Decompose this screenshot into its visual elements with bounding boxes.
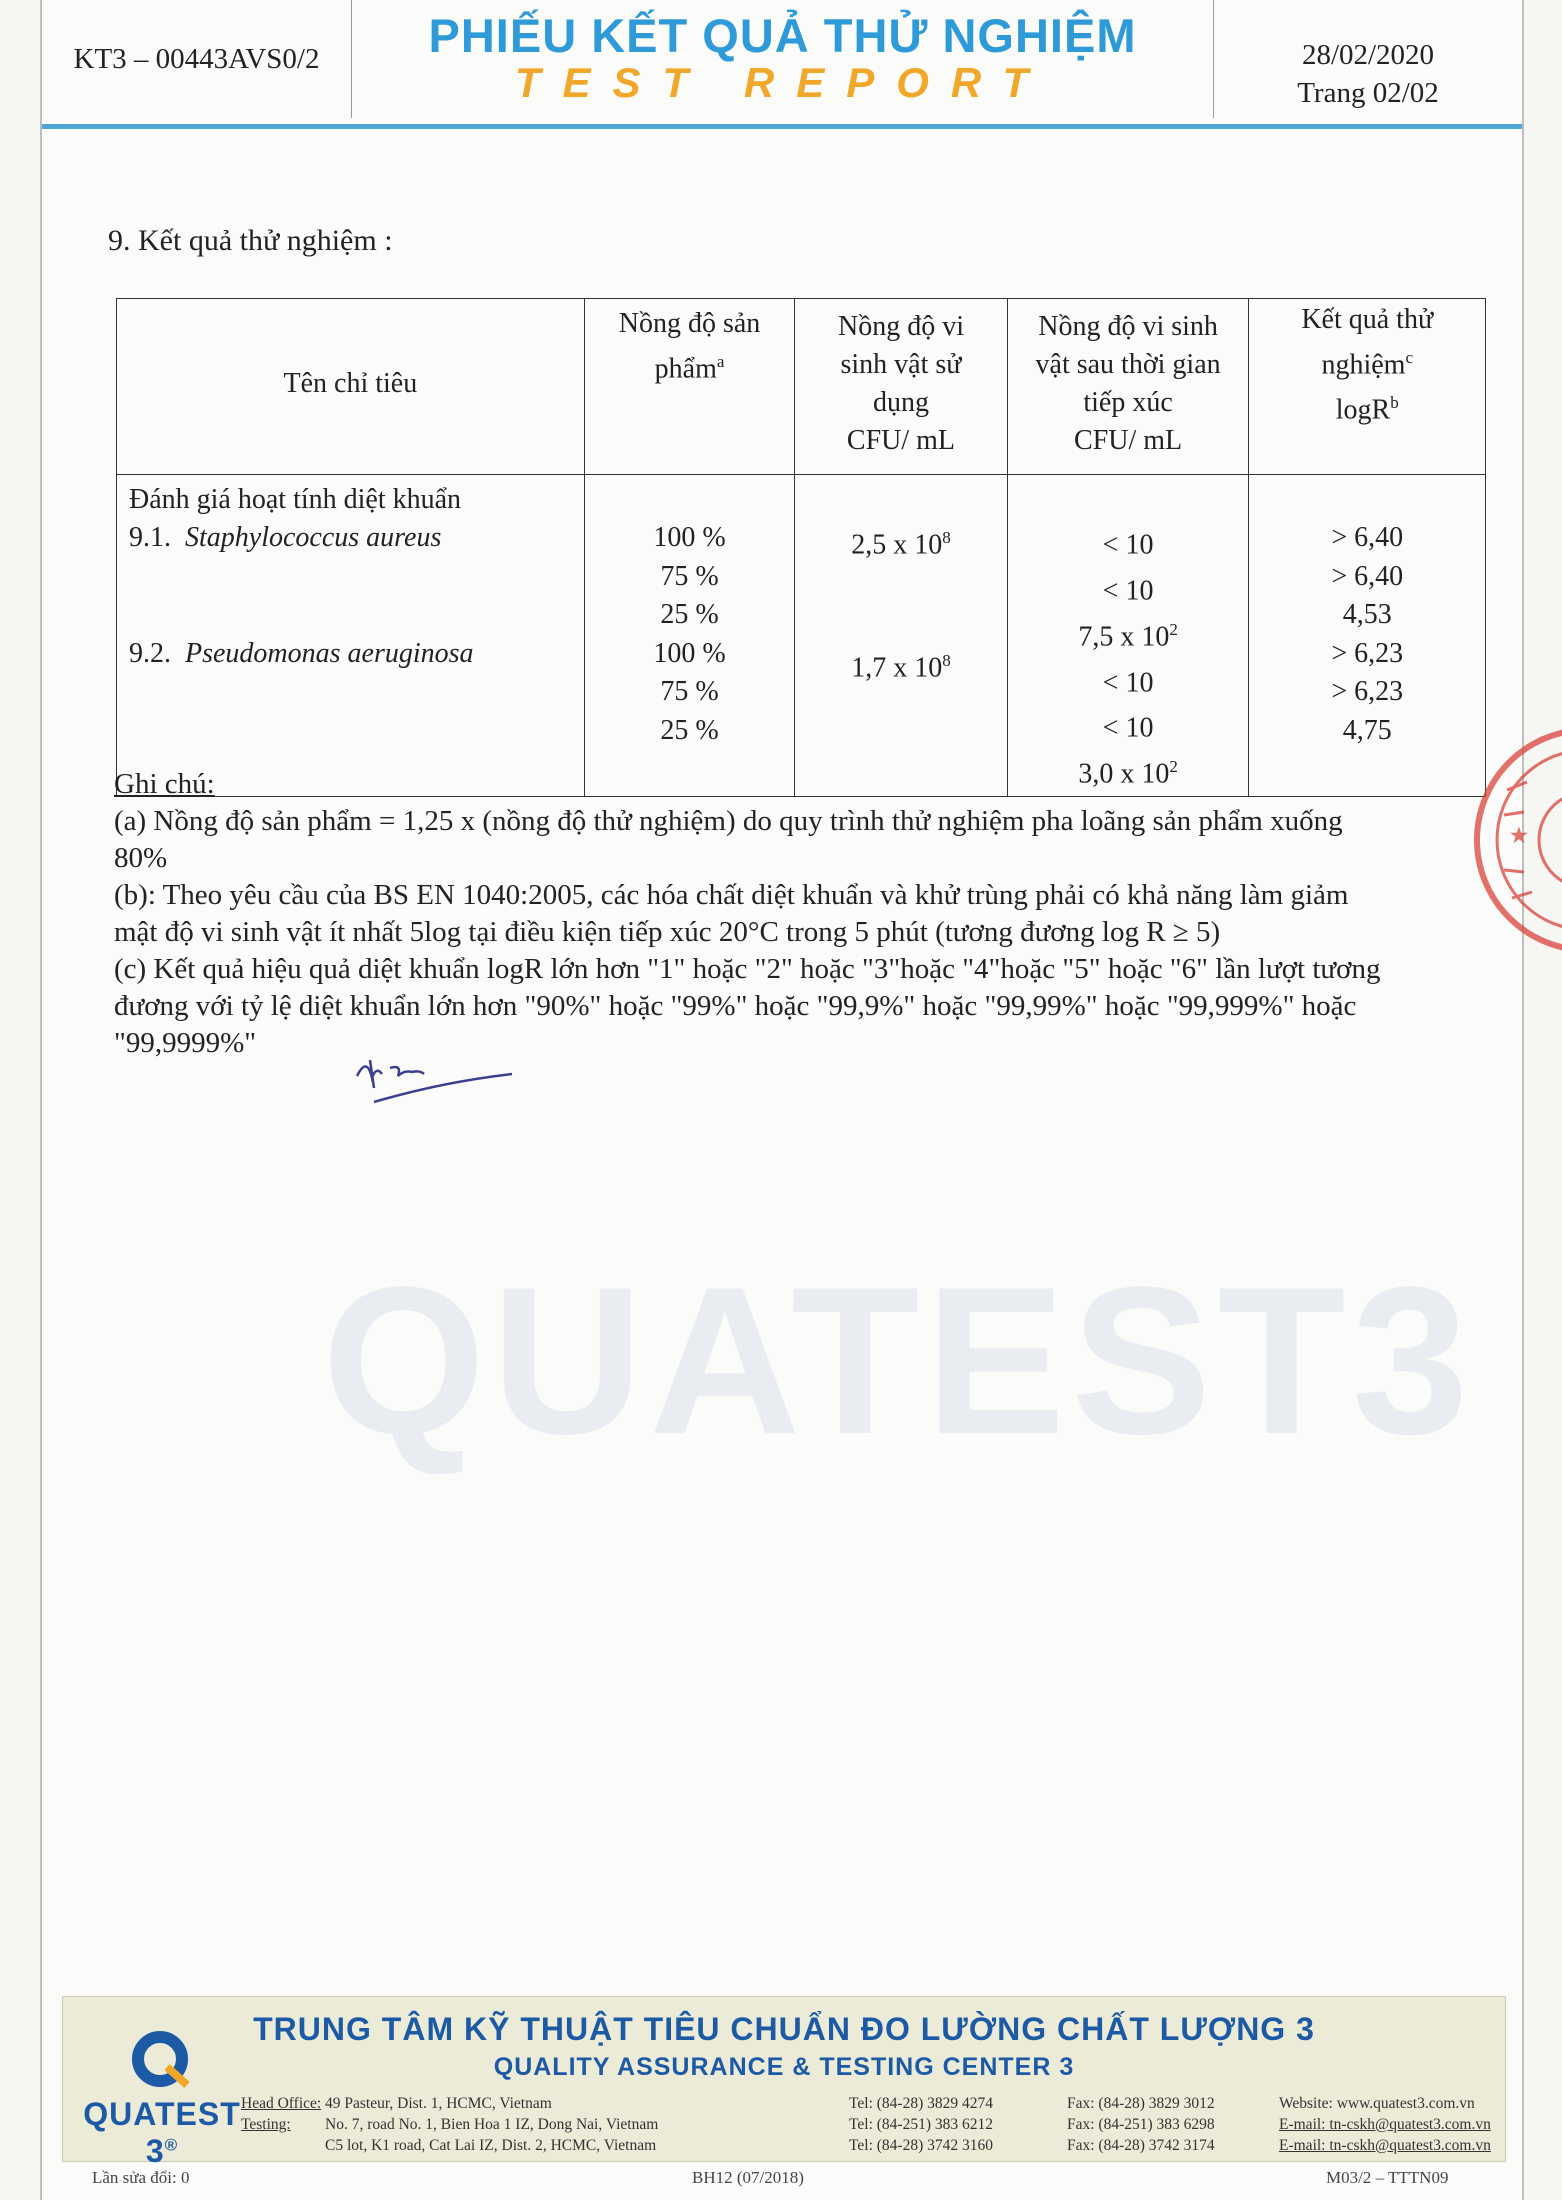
footer-banner [62, 1996, 1506, 2169]
center-name-vietnamese: TRUNG TÂM KỸ THUẬT TIÊU CHUẨN ĐO LƯỜNG CHẤT LƯỢNG 3 [253, 2011, 1315, 2047]
quatest-logo: QUATEST 3® [77, 2029, 247, 2170]
header-indicator-name: Tên chỉ tiêu [117, 299, 585, 475]
report-header [42, 0, 1522, 120]
signature-initials [352, 1046, 522, 1106]
table-header-row [117, 299, 1486, 475]
footer-address-labels: Head Office: Testing: [241, 2095, 322, 2133]
results-table [116, 298, 1486, 797]
note-b-line-2: mật độ vi sinh vật ít nhất 5log tại điều kiện tiếp xúc 20°C trong 5 phút (tương đương log R ≥ 5) [114, 916, 1221, 948]
footer-contacts [1279, 2093, 1491, 2156]
footer-phones: Tel: (84-28) 3829 4274 Tel: (84-251) 383 6212 Tel: (84-28) 3742 3160 [849, 2095, 993, 2154]
note-a-line-2: 80% [114, 842, 168, 874]
form-reference: M03/2 – TTTN09 [1326, 2168, 1449, 2187]
organism-1: 9.1. Staphylococcus aureus [129, 522, 442, 554]
test-result-cell: > 6,40 > 6,40 4,53 > 6,23 > 6,23 4,75 [1249, 474, 1486, 796]
form-code: BH12 (07/2018) [692, 2168, 804, 2187]
revision-number: Lần sửa đổi: 0 [92, 2168, 190, 2187]
document-code: KT3 – 00443AVS0/2 [42, 0, 352, 118]
footer-website: Website: www.quatest3.com.vn [1279, 2095, 1475, 2112]
page-number: Trang 02/02 [1297, 77, 1439, 109]
title-vietnamese: PHIẾU KẾT QUẢ THỬ NGHIỆM [428, 9, 1137, 62]
header-divider [42, 124, 1522, 129]
footer-email-1: E-mail: tn-cskh@quatest3.com.vn [1279, 2116, 1491, 2133]
footer-email-2: E-mail: tn-cskh@quatest3.com.vn [1279, 2137, 1491, 2154]
svg-text:★: ★ [1510, 825, 1528, 847]
center-name-english: QUALITY ASSURANCE & TESTING CENTER 3 [493, 2053, 1075, 2081]
note-c-line-2: đương với tỷ lệ diệt khuẩn lớn hơn "90%" hoặc "99%" hoặc "99,9%" hoặc "99,99%" hoặc "99,999%" hoặc [114, 990, 1357, 1022]
title-english: TEST REPORT [514, 59, 1051, 106]
header-test-result: Kết quả thử nghiệm$^c$ logR$^b$ [1249, 299, 1486, 475]
notes-section [114, 766, 1562, 1062]
organism-2: 9.2. Pseudomonas aeruginosa [129, 637, 474, 669]
footer-faxes: Fax: (84-28) 3829 3012 Fax: (84-251) 383 6298 Fax: (84-28) 3742 3174 [1067, 2095, 1215, 2154]
group-title: Đánh giá hoạt tính diệt khuẩn [129, 483, 462, 515]
note-c-line-1: (c) Kết quả hiệu quả diệt khuẩn logR lớn hơn "1" hoặc "2" hoặc "3"hoặc "4"hoặc "5" hoặc "6" lần lượt tương [114, 953, 1381, 985]
footer-addresses: 49 Pasteur, Dist. 1, HCMC, Vietnam No. 7, road No. 1, Bien Hoa 1 IZ, Dong Nai, Vietnam C5 lot, K1 road, Cat Lai IZ, Dist. 2, HCMC, Vietnam [325, 2095, 659, 2154]
watermark-logo: QUATEST3 [322, 1243, 1475, 1478]
header-after-contact-concentration: Nồng độ vi sinh vật sau thời gian tiếp xúc CFU/ mL [1007, 299, 1249, 475]
report-page [40, 0, 1528, 2200]
official-seal-stamp [1412, 720, 1562, 960]
note-a-line-1: (a) Nồng độ sản phẩm = 1,25 x (nồng độ thử nghiệm) do quy trình thử nghiệm pha loãng sản phẩm xuống [114, 805, 1343, 837]
note-c-line-3: "99,9999%" [114, 1027, 257, 1059]
report-date: 28/02/2020 [1301, 39, 1435, 71]
header-date-block [1214, 0, 1522, 118]
notes-heading: Ghi chú: [114, 768, 215, 800]
note-b-line-1: (b): Theo yêu cầu của BS EN 1040:2005, các hóa chất diệt khuẩn và khử trùng phải có khả năng làm giảm [114, 879, 1349, 911]
product-concentration-cell: 100 % 75 % 25 % 100 % 75 % 25 % [584, 474, 795, 796]
report-title [352, 0, 1214, 118]
section-title: 9. Kết quả thử nghiệm : [108, 224, 393, 257]
initial-concentration-cell: 2,5 x $10^8$ 1,7 x $10^8$ [795, 474, 1007, 796]
indicator-name-cell [117, 474, 585, 796]
header-initial-concentration: Nồng độ vi sinh vật sử dụng CFU/ mL [795, 299, 1007, 475]
header-product-concentration: Nồng độ sản phẩm$^a$ [584, 299, 795, 475]
after-contact-concentration-cell: < 10 < 10 7,5 x $10^2$ < 10 < 10 3,0 x $10^2$ [1007, 474, 1249, 796]
table-row [117, 474, 1486, 796]
